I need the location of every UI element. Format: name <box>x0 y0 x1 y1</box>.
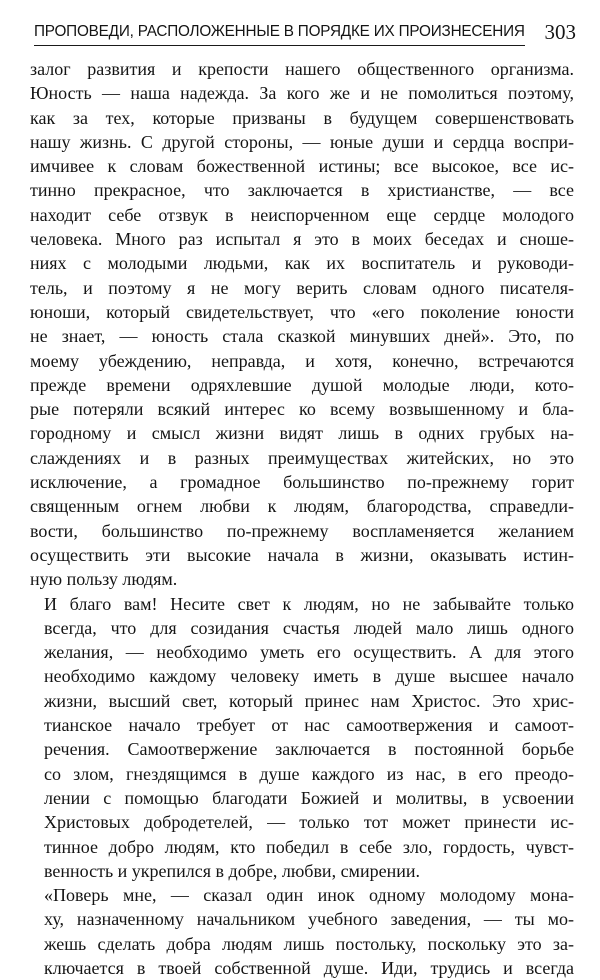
text-line: ниях с молодыми людьми, как их воспитатель и руководи- <box>30 253 574 274</box>
text-line: Юность — наша надежда. За кого же и не помолиться поэтому, <box>30 83 574 104</box>
text-line: вости, большинство по-прежнему воспламеняется желанием <box>30 520 574 541</box>
text-line: как за тех, которые призваны в будущем совершенствовать <box>30 107 574 128</box>
text-line: осуществить эти высокие начала в жизни, оказывать истин- <box>30 544 574 565</box>
running-title: ПРОПОВЕДИ, РАСПОЛОЖЕННЫЕ В ПОРЯДКЕ ИХ ПРОИЗНЕСЕНИЯ <box>34 22 525 46</box>
text-line: священным огнем любви к людям, благородства, справедли- <box>30 496 574 517</box>
text-line: жешь сделать добра людям лишь постольку, поскольку это за- <box>44 933 574 954</box>
text-line: имчивее к словам божественной истины; все высокое, все ис- <box>30 156 574 177</box>
text-line: городному и смысл жизни видят лишь в одних грубых на- <box>30 423 574 444</box>
text-line: И благо вам! Несите свет к людям, но не забывайте только <box>44 593 574 614</box>
text-line: не знает, — юность стала сказкой минувших дней». Это, по <box>30 326 574 347</box>
text-line: ключается в твоей собственной душе. Иди, трудись и всегда <box>44 957 574 978</box>
text-line: находит себе отзвук в неиспорченном еще сердце молодого <box>30 204 574 225</box>
text-line: всегда, что для созидания счастья людей мало лишь одного <box>44 617 574 638</box>
text-line: со злом, гнездящимся в душе каждого из нас, в его преодо- <box>44 763 574 784</box>
page-number: 303 <box>544 20 576 44</box>
text-line: необходимо каждому человеку иметь в душе высшее начало <box>44 666 574 687</box>
text-line: тинно прекрасное, что заключается в христианстве, — все <box>30 180 574 201</box>
text-line: лении с помощью благодати Божией и молитвы, в усвоении <box>44 787 574 808</box>
text-line: моему убеждению, неправда, и хотя, конечно, встречаются <box>30 350 574 371</box>
text-line: тианское начало требует от нас самоотвержения и самоот- <box>44 715 574 736</box>
text-line: человека. Много раз испытал я это в моих беседах и сноше- <box>30 229 574 250</box>
text-line: нашу жизнь. С другой стороны, — юные души и сердца воспри- <box>30 131 574 152</box>
text-line: слаждениях и в разных преимуществах житейских, но это <box>30 447 574 468</box>
text-line: юноши, который свидетельствует, что «его поколение юности <box>30 301 574 322</box>
text-line: прежде времени одряхлевшие душой молодые люди, кото- <box>30 374 574 395</box>
text-line: желания, — необходимо уметь его осуществить. А для этого <box>44 642 574 663</box>
paragraph <box>30 883 574 980</box>
text-line: исключение, а громадное большинство по-прежнему горит <box>30 472 574 493</box>
paragraph <box>30 57 574 592</box>
running-head <box>30 12 576 46</box>
text-line: жизни, высший свет, который принес нам Христос. Это хрис- <box>44 690 574 711</box>
text-line: залог развития и крепости нашего общественного организма. <box>30 59 574 79</box>
text-line: Христовых добродетелей, — только тот может принести ис- <box>44 812 574 833</box>
text-line: ху, назначенному начальником учебного заведения, — ты мо- <box>44 909 574 930</box>
text-line: тель, и поэтому я не могу верить словам одного писателя- <box>30 277 574 298</box>
paragraph <box>30 592 574 884</box>
text-line: «Поверь мне, — сказал один инок одному молодому мона- <box>44 885 574 906</box>
text-line: венность и укрепился в добре, любви, смирении. <box>44 860 420 881</box>
text-line: ную пользу людям. <box>30 569 178 590</box>
text-line: тинное добро людям, кто победил в себе зло, гордость, чувст- <box>44 836 574 857</box>
text-line: рые потеряли всякий интерес ко всему возвышенному и бла- <box>30 399 574 420</box>
body-text <box>30 57 574 980</box>
text-line: речения. Самоотвержение заключается в постоянной борьбе <box>44 739 574 760</box>
